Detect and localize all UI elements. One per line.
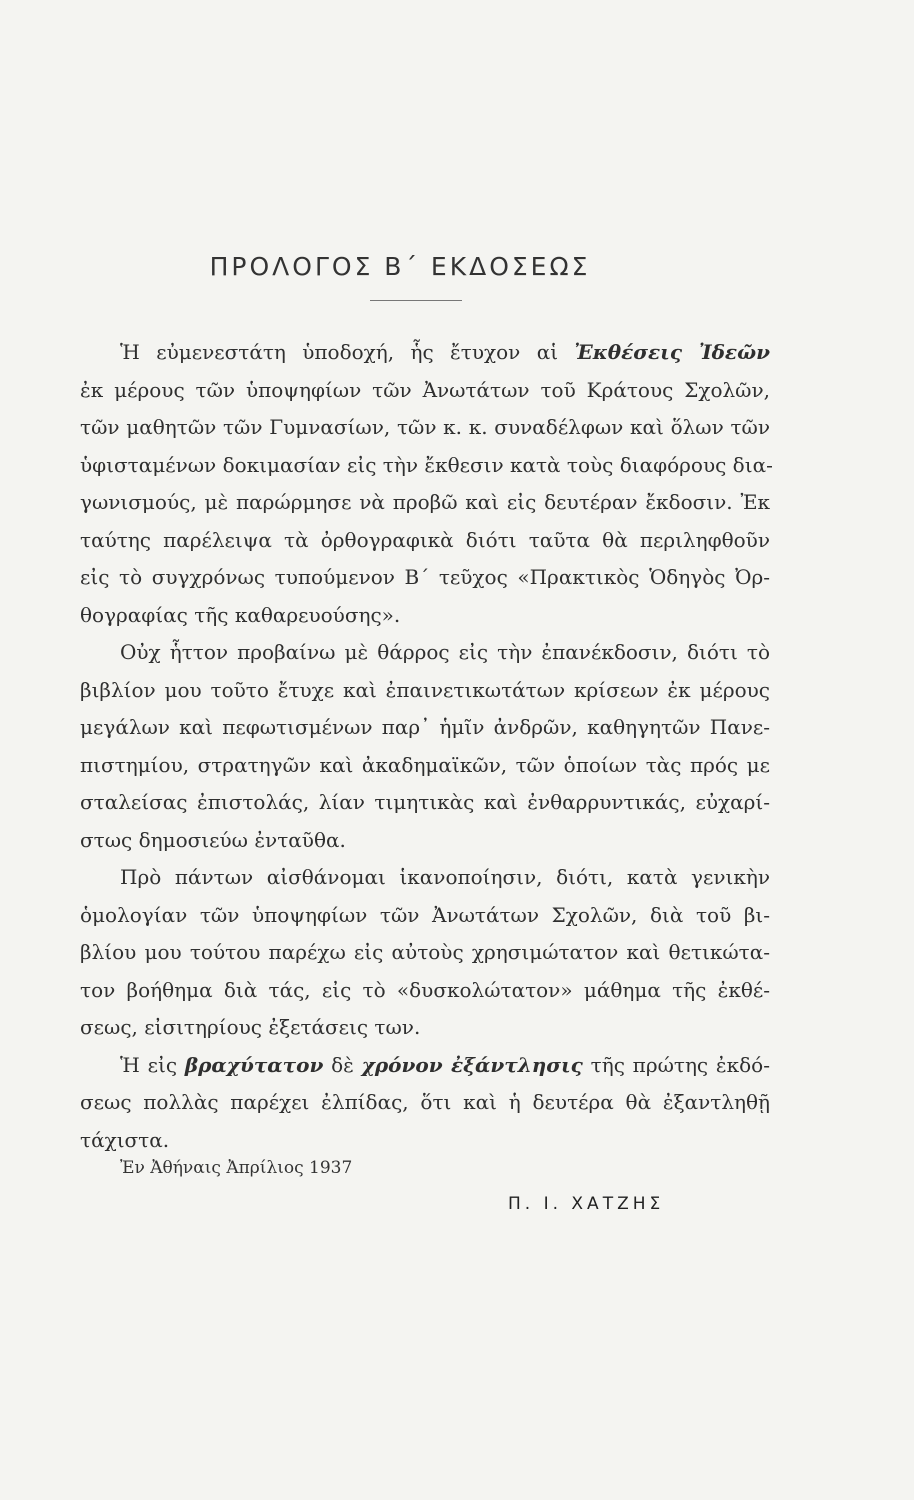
paragraph-4-line <box>80 1047 770 1085</box>
paragraph-1-line: ἐκ μέρους τῶν ὑποψηφίων τῶν Ἀνωτάτων τοῦ Κράτους Σχολῶν, <box>80 377 770 402</box>
paragraph-1-line <box>80 334 770 372</box>
emphasized-phrase: βραχύτατον <box>184 1052 324 1077</box>
paragraph-1-line: γωνισμούς, μὲ παρώρμησε νὰ προβῶ καὶ εἰς δευτέραν ἔκδοσιν. Ἐκ <box>80 490 770 514</box>
place-date: Ἐν Ἀθήναις Ἀπρίλιος 1937 <box>120 1158 353 1178</box>
paragraph-3-line: τον βοήθημα διὰ τάς, εἰς τὸ «δυσκολώτατον» μάθημα τῆς ἐκθέ- <box>80 977 770 1002</box>
title-divider <box>370 300 462 301</box>
paragraph-3-line: Πρὸ πάντων αἰσθάνομαι ἱκανοποίησιν, διότι, κατὰ γενικὴν <box>120 865 770 889</box>
text-run: τῆς πρώτης ἐκδό- <box>582 1052 770 1077</box>
paragraph-3-line: σεως, εἰσιτηρίους ἐξετάσεις των. <box>80 1015 421 1039</box>
text-run: Ἡ εἰς <box>120 1052 185 1077</box>
paragraph-1-line: τῶν μαθητῶν τῶν Γυμνασίων, τῶν κ. κ. συναδέλφων καὶ ὅλων τῶν <box>80 415 770 439</box>
paragraph-2-line: μεγάλων καὶ πεφωτισμένων παρ᾿ ἡμῖν ἀνδρῶν, καθηγητῶν Πανε- <box>80 715 770 739</box>
emphasized-title: Ἐκθέσεις Ἰδεῶν <box>574 340 770 364</box>
paragraph-2-line: στως δημοσιεύω ἐνταῦθα. <box>80 827 346 852</box>
emphasized-phrase: χρόνον ἐξάντλησις <box>361 1052 583 1077</box>
paragraph-1-line: θογραφίας τῆς καθαρευούσης». <box>80 602 401 627</box>
paragraph-4-line: σεως πολλὰς παρέχει ἐλπίδας, ὅτι καὶ ἡ δευτέρα θὰ ἐξαντληθῇ <box>80 1090 770 1114</box>
paragraph-3-line: βλίου μου τούτου παρέχω εἰς αὐτοὺς χρησιμώτατον καὶ θετικώτα- <box>80 940 770 964</box>
paragraph-2-line: βιβλίον μου τοῦτο ἔτυχε καὶ ἐπαινετικωτάτων κρίσεων ἐκ μέρους <box>80 677 770 702</box>
paragraph-1-line: εἰς τὸ συγχρόνως τυπούμενον Β΄ τεῦχος «Πρακτικὸς Ὁδηγὸς Ὀρ- <box>80 565 770 589</box>
preface-body <box>80 334 773 1159</box>
paragraph-1-line: ταύτης παρέλειψα τὰ ὀρθογραφικὰ διότι ταῦτα θὰ περιληφθοῦν <box>80 527 770 552</box>
paragraph-2-line: πιστημίου, στρατηγῶν καὶ ἀκαδημαϊκῶν, τῶν ὁποίων τὰς πρός με <box>80 752 770 777</box>
paragraph-2-line: σταλείσας ἐπιστολάς, λίαν τιμητικὰς καὶ ἐνθαρρυντικάς, εὐχαρί- <box>80 790 770 814</box>
paragraph-2-line: Οὐχ ἧττον προβαίνω μὲ θάρρος εἰς τὴν ἐπανέκδοσιν, διότι τὸ <box>120 640 770 664</box>
text-run: δὲ <box>323 1052 362 1077</box>
paragraph-1-line: ὑφισταμένων δοκιμασίαν εἰς τὴν ἔκθεσιν κατὰ τοὺς διαφόρους δια- <box>80 452 773 477</box>
text-run: Ἡ εὐμενεστάτη ὑποδοχή, ἧς ἔτυχον αἱ <box>120 340 575 364</box>
paragraph-3-line: ὁμολογίαν τῶν ὑποψηφίων τῶν Ἀνωτάτων Σχολῶν, διὰ τοῦ βι- <box>80 902 770 927</box>
author-signature: Π. Ι. ΧΑΤΖΗΣ <box>508 1194 665 1214</box>
page-title: ΠΡΟΛΟΓΟΣ Β΄ ΕΚΔΟΣΕΩΣ <box>209 252 591 281</box>
paragraph-4-line: τάχιστα. <box>80 1127 170 1152</box>
